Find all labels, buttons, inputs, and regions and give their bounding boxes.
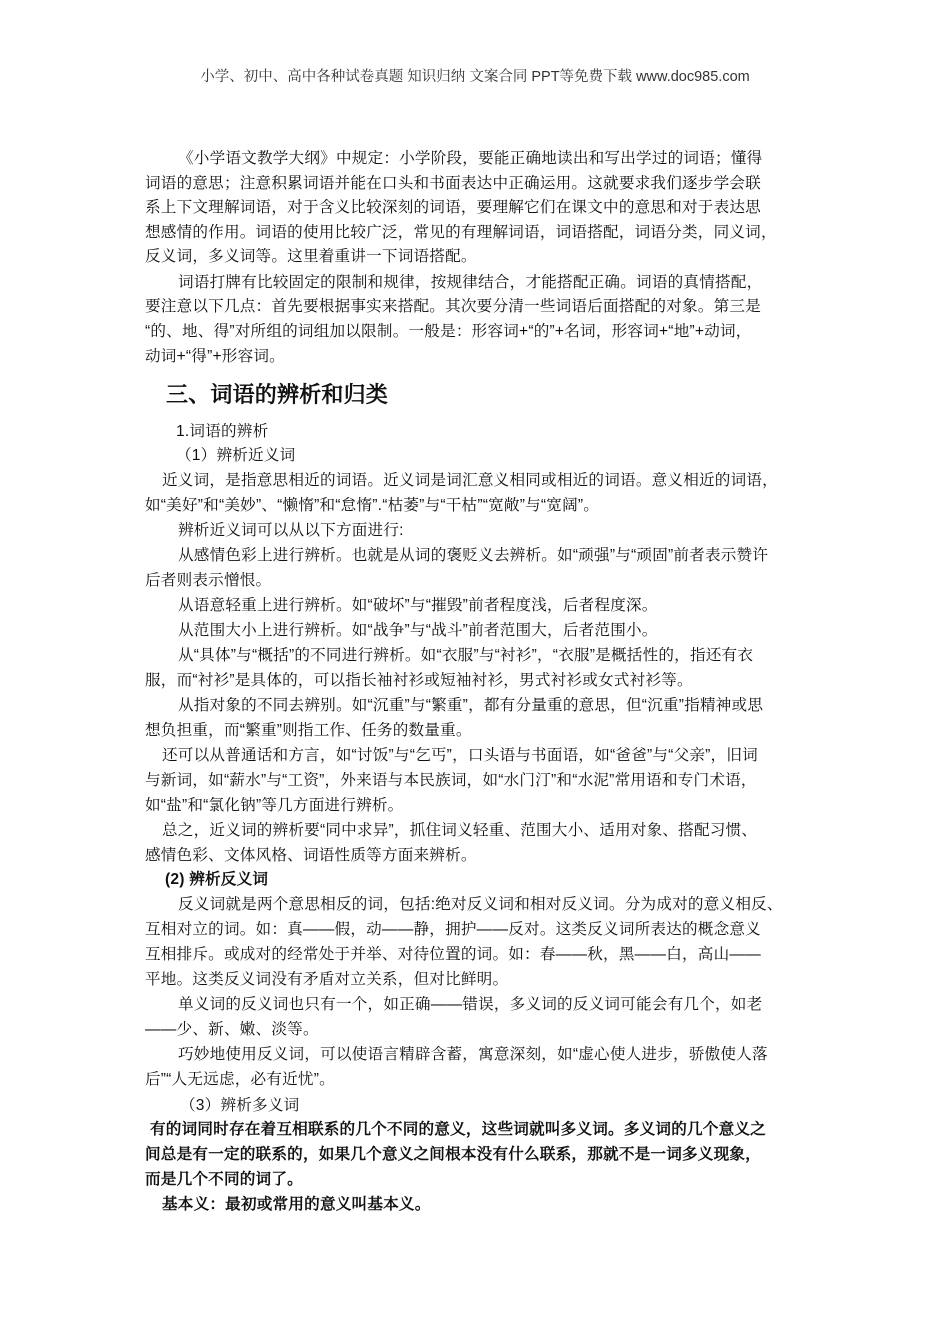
text-line: 服，而“衬衫”是具体的，可以指长袖衬衫或短袖衬衫，男式衬衫或女式衬衫等。 <box>145 672 693 689</box>
text-line: 与新词，如“薪水”与“工资”，外来语与本民族词，如“水门汀”和“水泥”常用语和专门术语， <box>145 772 757 789</box>
text-line: 动词+“得”+形容词。 <box>145 348 285 365</box>
text-line: 互相对立的词。如：真——假，动——静，拥护——反对。这类反义词所表达的概念意义 <box>145 921 761 938</box>
subsection-heading: 1.词语的辨析 <box>176 423 269 440</box>
text-line: 词语打牌有比较固定的限制和规律，按规律结合，才能搭配正确。词语的真情搭配， <box>178 274 763 291</box>
text-line: “的、地、得”对所组的词组加以限制。一般是：形容词+“的”+名词，形容词+“地”+动词， <box>145 323 752 340</box>
text-line: 后者则表示憎恨。 <box>145 572 272 589</box>
text-line: 反义词就是两个意思相反的词，包括:绝对反义词和相对反义词。分为成对的意义相反、 <box>178 896 783 913</box>
text-line: 想负担重，而“繁重”则指工作、任务的数量重。 <box>145 722 472 739</box>
text-line: 平地。这类反义词没有矛盾对立关系，但对比鲜明。 <box>145 971 509 988</box>
text-line: 想感情的作用。词语的使用比较广泛，常见的有理解词语，词语搭配，词语分类，同义词， <box>145 224 777 241</box>
text-line: 互相排斥。或成对的经常处于并举、对待位置的词。如：春——秋，黑——白，高山—— <box>145 946 761 963</box>
text-line: 如“美好”和“美妙”、“懒惰”和“怠惰”.“枯萎”与“干枯”“宽敞”与“宽阔”。 <box>145 497 600 514</box>
text-line: 总之，近义词的辨析要“同中求异”，抓住词义轻重、范围大小、适用对象、搭配习惯、 <box>162 822 758 839</box>
text-line: 巧妙地使用反义词，可以使语言精辟含蓄，寓意深刻，如“虚心使人进步，骄傲使人落 <box>178 1046 768 1063</box>
text-line: 还可以从普通话和方言，如“讨饭”与“乞丐”，口头语与书面语，如“爸爸”与“父亲”，旧词 <box>162 747 758 764</box>
text-line: 基本义：最初或常用的意义叫基本义。 <box>162 1196 431 1213</box>
text-line: ——少、新、嫩、淡等。 <box>145 1021 319 1038</box>
text-line: 从“具体”与“概括”的不同进行辨析。如“衣服”与“衬衫”，“衣服”是概括性的，指还有衣 <box>178 647 754 664</box>
text-line: 感情色彩、文体风格、词语性质等方面来辨析。 <box>145 847 477 864</box>
text-line: 从感情色彩上进行辨析。也就是从词的褒贬义去辨析。如“顽强”与“顽固”前者表示赞许 <box>178 547 769 564</box>
text-line: 反义词，多义词等。这里着重讲一下词语搭配。 <box>145 248 477 265</box>
text-line: 有的词同时存在着互相联系的几个不同的意义，这些词就叫多义词。多义词的几个意义之 <box>150 1121 766 1138</box>
text-line: 从范围大小上进行辨析。如“战争”与“战斗”前者范围大，后者范围小。 <box>178 622 658 639</box>
synonyms-title: （1）辨析近义词 <box>176 447 296 464</box>
text-line: 间总是有一定的联系的，如果几个意义之间根本没有什么联系，那就不是一词多义现象， <box>145 1146 761 1163</box>
text-line: 后”“人无远虑，必有近忧”。 <box>145 1071 335 1088</box>
polysemy-title: （3）辨析多义词 <box>180 1097 300 1114</box>
text-line: 而是几个不同的词了。 <box>145 1171 303 1188</box>
text-line: 单义词的反义词也只有一个，如正确——错误，多义词的反义词可能会有几个，如老 <box>178 996 763 1013</box>
text-line: 系上下文理解词语，对于含义比较深刻的词语，要理解它们在课文中的意思和对于表达思 <box>145 199 761 216</box>
text-line: 从指对象的不同去辨别。如“沉重”与“繁重”，都有分量重的意思，但“沉重”指精神或思 <box>178 697 764 714</box>
text-line: 如“盐”和“氯化钠”等几方面进行辨析。 <box>145 797 404 814</box>
antonyms-title: (2) 辨析反义词 <box>165 871 269 888</box>
text-line: 从语意轻重上进行辨析。如“破坏”与“摧毁”前者程度浅，后者程度深。 <box>178 597 658 614</box>
text-line: 要注意以下几点：首先要根据事实来搭配。其次要分清一些词语后面搭配的对象。第三是 <box>145 298 761 315</box>
page-header: 小学、初中、高中各种试卷真题 知识归纳 文案合同 PPT等免费下载 www.doc985.com <box>200 69 750 85</box>
text-line: 《小学语文教学大纲》中规定：小学阶段，要能正确地读出和写出学过的词语；懂得 <box>178 150 763 167</box>
text-line: 近义词，是指意思相近的词语。近义词是词汇意义相同或相近的词语。意义相近的词语， <box>162 472 778 489</box>
text-line: 辨析近义词可以从以下方面进行: <box>178 522 404 539</box>
section-heading: 三、词语的辨析和归类 <box>166 382 389 407</box>
text-line: 词语的意思；注意积累词语并能在口头和书面表达中正确运用。这就要求我们逐步学会联 <box>145 175 761 192</box>
